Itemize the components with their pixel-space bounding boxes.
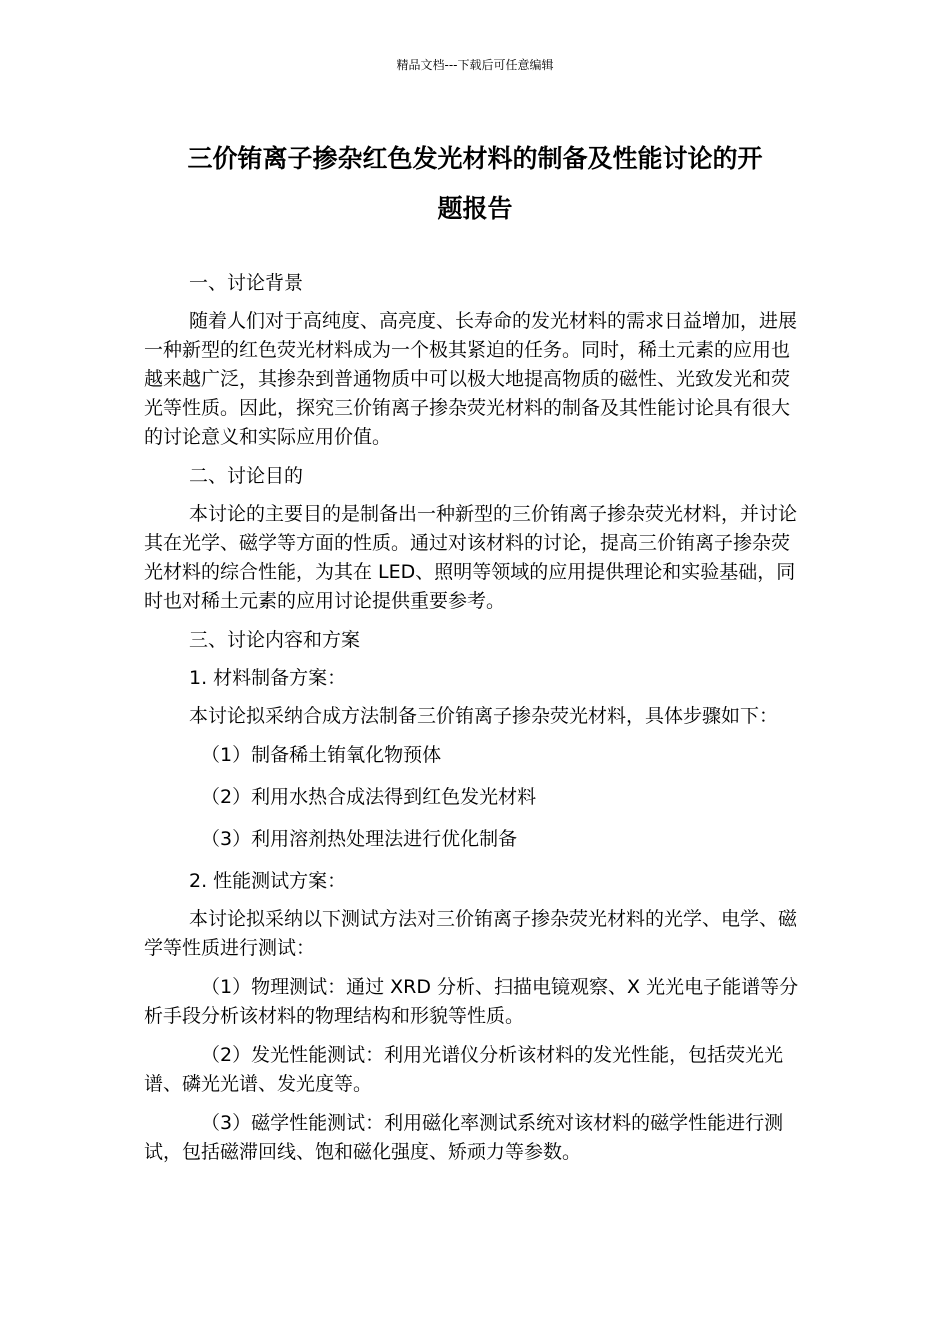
section-heading-content: 三、讨论内容和方案 [189, 629, 361, 651]
page-header: 精品文档---下载后可任意编辑 [396, 58, 554, 72]
paragraph-purpose: 本讨论的主要目的是制备出一种新型的三价铕离子掺杂荧光材料，并讨论其在光学、磁学等方面的性质。通过对该材料的讨论，提高三价铕离子掺杂荧光材料的综合性能，为其在 LED、照明等领域的应用提供理论和实验基础，同时也对稀土元素的应用讨论提供重要参考。 [144, 503, 798, 612]
list-item-preparation-3: （3）利用溶剂热处理法进行优化制备 [201, 828, 518, 850]
section-heading-purpose: 二、讨论目的 [189, 465, 304, 487]
document-title [140, 134, 810, 234]
list-item-testing-1: （1）物理测试：通过 XRD 分析、扫描电镜观察、X 光光电子能谱等分析手段分析该材料的物理结构和形貌等性质。 [144, 976, 799, 1027]
subheading-preparation: 1. 材料制备方案： [189, 667, 347, 689]
list-item-testing-2: （2）发光性能测试：利用光谱仪分析该材料的发光性能，包括荧光光谱、磷光光谱、发光度等。 [144, 1044, 784, 1095]
paragraph-testing: 本讨论拟采纳以下测试方法对三价铕离子掺杂荧光材料的光学、电学、磁学等性质进行测试： [144, 908, 798, 959]
paragraph-background: 随着人们对于高纯度、高亮度、长寿命的发光材料的需求日益增加，进展一种新型的红色荧光材料成为一个极其紧迫的任务。同时，稀土元素的应用也越来越广泛，其掺杂到普通物质中可以极大地提高物质的磁性、光致发光和荧光等性质。因此，探究三价铕离子掺杂荧光材料的制备及其性能讨论具有很大的讨论意义和实际应用价值。 [144, 310, 798, 448]
list-item-preparation-1: （1）制备稀土铕氧化物预体 [201, 744, 442, 766]
subheading-testing: 2. 性能测试方案： [189, 870, 347, 892]
paragraph-preparation: 本讨论拟采纳合成方法制备三价铕离子掺杂荧光材料，具体步骤如下： [189, 705, 779, 727]
list-item-preparation-2: （2）利用水热合成法得到红色发光材料 [201, 786, 537, 808]
section-heading-background: 一、讨论背景 [189, 272, 304, 294]
title-line-1: 三价铕离子掺杂红色发光材料的制备及性能讨论的开 [187, 144, 763, 173]
document-body [144, 269, 806, 1177]
list-item-testing-3: （3）磁学性能测试：利用磁化率测试系统对该材料的磁学性能进行测试，包括磁滞回线、饱和磁化强度、矫顽力等参数。 [144, 1112, 784, 1163]
title-line-2: 题报告 [437, 194, 513, 223]
